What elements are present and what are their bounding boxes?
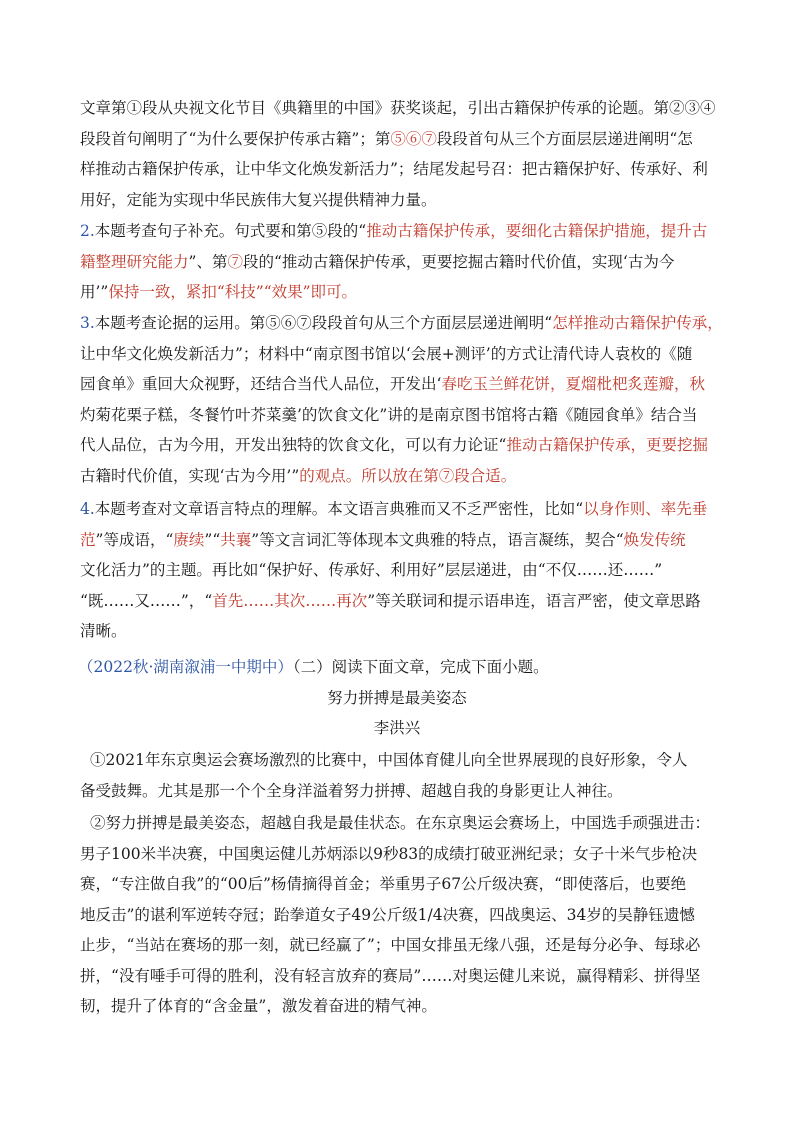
text-line: 赛，“专注做自我”的“00后”杨倩摘得首金；举重男子67公斤级决赛，“即使落后，也要绝 <box>80 875 687 893</box>
instruction: （二）阅读下面文章，完成下面小题。 <box>292 658 549 676</box>
text-line: 男子100米半决赛，中国奥运健儿苏炳添以9秒83的成绩打破亚洲纪录；女子十米气步枪决 <box>80 844 698 863</box>
text-line: 样推动古籍保护传承，让中华文化焕发新活力”；结尾发起号召：把古籍保护好、传承好、利 <box>80 160 708 178</box>
text-line: 2.本题考查句子补充。句式要和第⑤段的“推动古籍保护传承，要细化古籍保护措施，提升古 <box>80 222 708 240</box>
text-line <box>78 652 718 683</box>
text-line: 清晰。 <box>80 622 127 640</box>
text-line: “既……又……”，“首先……其次……再次”等关联词和提示语串连，语言严密，使文章思路 <box>80 591 701 610</box>
text-line: 段段首句阐明了“为什么要保护传承古籍”；第⑤⑥⑦段段首句从三个方面层层递进阐明“怎 <box>80 129 693 148</box>
section-header <box>78 652 718 683</box>
text-line: 地反击”的谌利军逆转夺冠；跆拳道女子49公斤级1/4决赛，四战奥运、34岁的吴静钰遗憾 <box>80 905 695 924</box>
text-line: 范”等成语，“赓续”“共襄”等文言词汇等体现本文典雅的特点，语言凝练，契合“焕发传统 <box>80 530 686 549</box>
text-line: 韧，提升了体育的“含金量”，激发着奋进的精气神。 <box>80 997 437 1015</box>
text-line: ②努力拼搏是最美姿态，超越自我是最佳状态。在东京奥运会赛场上，中国选手顽强进击： <box>90 814 711 832</box>
analysis-paragraph-1 <box>80 93 720 215</box>
text-line: 用好，定能为实现中华民族伟大复兴提供精神力量。 <box>80 190 437 209</box>
text-line: 用’”保持一致，紧扣“科技”“效果”即可。 <box>80 283 358 301</box>
text-line: 园食单》重回大众视野，还结合当代人品位，开发出‘春吃玉兰鲜花饼，夏熘枇杷炙莲瓣，秋 <box>80 375 705 393</box>
text-line: 代人品位，古为今用，开发出独特的饮食文化，可以有力论证“推动古籍保护传承，更要挖掘 <box>80 436 708 454</box>
text-line: 文章第①段从央视文化节目《典籍里的中国》获奖谈起，引出古籍保护传承的论题。第②③④ <box>80 99 716 117</box>
text-line: 止步，“当站在赛场的那一刻，就已经赢了”；中国女排虽无缘八强，还是每分必争、每球必 <box>80 936 701 954</box>
text-line: 灼菊花栗子糕，冬餐竹叶芥菜羹’的饮食文化”讲的是南京图书馆将古籍《随园食单》结合当 <box>80 405 698 424</box>
analysis-question-4 <box>80 494 720 647</box>
article-paragraph-1 <box>80 745 720 806</box>
article-author: 李洪兴 <box>373 719 421 737</box>
article-paragraph-2 <box>80 808 720 1022</box>
text-line: 让中华文化焕发新活力”；材料中“南京图书馆以‘会展+测评’的方式让清代诗人袁枚的《随 <box>80 344 693 363</box>
text-line: ①2021年东京奥运会赛场激烈的比赛中，中国体育健儿向全世界展现的良好形象，令人 <box>90 751 688 769</box>
analysis-question-3 <box>80 308 723 491</box>
text-line: 文化活力”的主题。再比如“保护好、传承好、利用好”层层递进，由“不仅……还……” <box>80 561 663 579</box>
text-line: 拼，“没有唾手可得的胜利，没有轻言放弃的赛局”……对奥运健儿来说，赢得精彩、拼得坚 <box>80 966 701 985</box>
text-line: 备受鼓舞。尤其是那一个个全身洋溢着努力拼搏、超越自我的身影更让人神往。 <box>80 781 623 800</box>
article-title: 努力拼搏是最美姿态 <box>327 689 467 707</box>
text-line: 古籍时代价值，实现‘古为今用’”的观点。所以放在第⑦段合适。 <box>80 466 517 485</box>
text-line: 4.本题考查对文章语言特点的理解。本文语言典雅而又不乏严密性，比如“以身作则、率先垂 <box>80 500 708 518</box>
text-line: 3.本题考查论据的运用。第⑤⑥⑦段段首句从三个方面层层递进阐明“怎样推动古籍保护传承， <box>80 314 723 332</box>
analysis-question-2 <box>80 216 720 308</box>
text-line: 籍整理研究能力”、第⑦段的“推动古籍保护传承，更要挖掘古籍时代价值，实现‘古为今 <box>80 252 675 271</box>
source-note: （2022秋·湖南溆浦一中期中） <box>78 658 293 676</box>
